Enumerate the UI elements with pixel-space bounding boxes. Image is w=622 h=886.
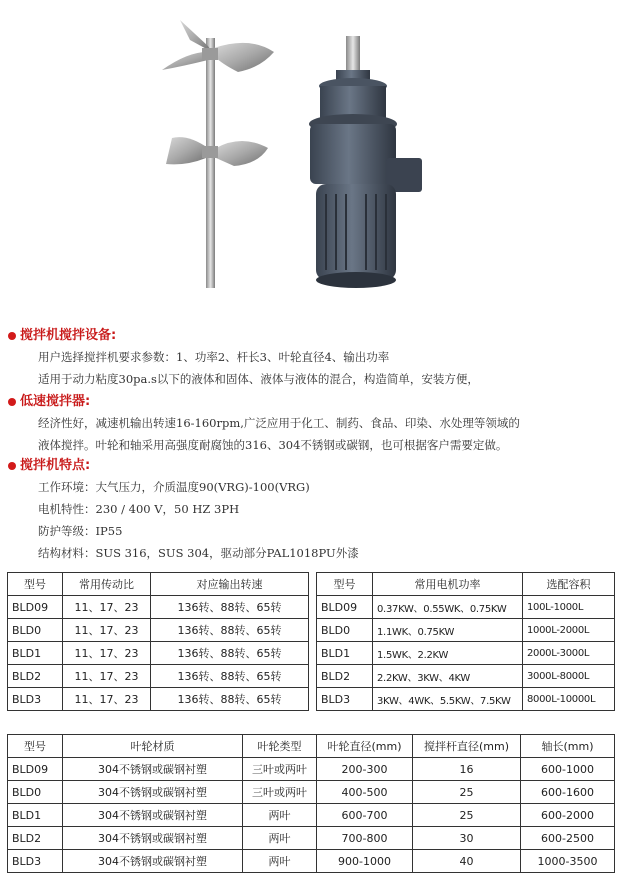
section-title: 搅拌机特点: bbox=[20, 458, 91, 473]
table-cell: 2000L-3000L bbox=[523, 642, 615, 665]
table-cell: 600-700 bbox=[317, 804, 413, 827]
table-cell: 11、17、23 bbox=[63, 688, 151, 711]
table-cell: 16 bbox=[413, 758, 521, 781]
table-cell: BLD3 bbox=[317, 688, 373, 711]
table-cell: 两叶 bbox=[243, 804, 317, 827]
section-line: 结构材料：SUS 316，SUS 304，驱动部分PAL1018PU外漆 bbox=[38, 546, 359, 560]
table-cell: 25 bbox=[413, 781, 521, 804]
table-row bbox=[8, 758, 615, 781]
table-cell: 0.37KW、0.55WK、0.75KW bbox=[373, 596, 523, 619]
table-row bbox=[8, 688, 309, 711]
table-impeller-specs bbox=[7, 734, 615, 873]
table-cell: 136转、88转、65转 bbox=[151, 665, 309, 688]
table-cell: BLD2 bbox=[8, 665, 63, 688]
table-cell: 136转、88转、65转 bbox=[151, 619, 309, 642]
table-cell: 30 bbox=[413, 827, 521, 850]
table-row bbox=[317, 665, 615, 688]
table-header-row bbox=[8, 735, 615, 758]
table-cell: 304不锈钢或碳钢衬塑 bbox=[63, 781, 243, 804]
table-cell: 304不锈钢或碳钢衬塑 bbox=[63, 804, 243, 827]
column-header: 叶轮材质 bbox=[63, 735, 243, 758]
table-cell: 40 bbox=[413, 850, 521, 873]
table-header-row bbox=[8, 573, 309, 596]
table-cell: 3KW、4WK、5.5KW、7.5KW bbox=[373, 688, 523, 711]
table-row bbox=[8, 642, 309, 665]
table-cell: 1.1WK、0.75KW bbox=[373, 619, 523, 642]
section-line: 工作环境：大气压力，介质温度90(VRG)-100(VRG) bbox=[38, 480, 310, 494]
table-row bbox=[317, 619, 615, 642]
section-line: 电机特性：230 / 400 V，50 HZ 3PH bbox=[38, 502, 240, 516]
table-motor-power bbox=[316, 572, 615, 711]
table-cell: BLD2 bbox=[8, 827, 63, 850]
table-cell: BLD09 bbox=[317, 596, 373, 619]
table-cell: 11、17、23 bbox=[63, 619, 151, 642]
table-cell: 400-500 bbox=[317, 781, 413, 804]
table-row bbox=[8, 827, 615, 850]
table-cell: BLD1 bbox=[8, 642, 63, 665]
column-header: 型号 bbox=[8, 735, 63, 758]
section-low-speed bbox=[8, 392, 608, 456]
column-header: 常用电机功率 bbox=[373, 573, 523, 596]
table-cell: 2.2KW、3KW、4KW bbox=[373, 665, 523, 688]
table-cell: 304不锈钢或碳钢衬塑 bbox=[63, 827, 243, 850]
table-cell: 两叶 bbox=[243, 827, 317, 850]
section-line: 用户选择搅拌机要求参数：1、功率2、杆长3、叶轮直径4、输出功率 bbox=[38, 350, 390, 364]
table-cell: 3000L-8000L bbox=[523, 665, 615, 688]
table-cell: BLD09 bbox=[8, 596, 63, 619]
table-row bbox=[8, 665, 309, 688]
table-row bbox=[317, 642, 615, 665]
table-cell: 1000-3500 bbox=[521, 850, 615, 873]
table-cell: BLD0 bbox=[8, 619, 63, 642]
section-line: 经济性好，减速机输出转速16-160rpm,广泛应用于化工、制药、食品、印染、水处理等领域的 bbox=[38, 416, 520, 430]
table-cell: 1000L-2000L bbox=[523, 619, 615, 642]
column-header: 对应输出转速 bbox=[151, 573, 309, 596]
column-header: 叶轮直径(mm) bbox=[317, 735, 413, 758]
table-cell: 11、17、23 bbox=[63, 665, 151, 688]
table-cell: 两叶 bbox=[243, 850, 317, 873]
table-row bbox=[8, 850, 615, 873]
table-cell: 304不锈钢或碳钢衬塑 bbox=[63, 850, 243, 873]
column-header: 轴长(mm) bbox=[521, 735, 615, 758]
table-cell: 700-800 bbox=[317, 827, 413, 850]
table-row bbox=[317, 688, 615, 711]
table-cell: BLD3 bbox=[8, 850, 63, 873]
table-row bbox=[8, 804, 615, 827]
table-cell: BLD09 bbox=[8, 758, 63, 781]
table-cell: 136转、88转、65转 bbox=[151, 642, 309, 665]
table-cell: BLD1 bbox=[8, 804, 63, 827]
column-header: 型号 bbox=[317, 573, 373, 596]
table-cell: 11、17、23 bbox=[63, 596, 151, 619]
table-cell: 三叶或两叶 bbox=[243, 781, 317, 804]
product-image bbox=[150, 8, 450, 308]
table-cell: BLD1 bbox=[317, 642, 373, 665]
section-features bbox=[8, 456, 608, 564]
table-cell: 600-2500 bbox=[521, 827, 615, 850]
table-header-row bbox=[317, 573, 615, 596]
section-title: 搅拌机搅拌设备: bbox=[20, 328, 117, 343]
table-cell: 136转、88转、65转 bbox=[151, 596, 309, 619]
column-header: 叶轮类型 bbox=[243, 735, 317, 758]
table-cell: BLD3 bbox=[8, 688, 63, 711]
table-cell: 600-1000 bbox=[521, 758, 615, 781]
section-title: 低速搅拌器: bbox=[20, 394, 91, 409]
table-cell: 136转、88转、65转 bbox=[151, 688, 309, 711]
bullet-dot-icon bbox=[8, 398, 16, 406]
section-line: 适用于动力粘度30pa.s以下的液体和固体、液体与液体的混合，构造简单，安装方便， bbox=[38, 372, 479, 386]
section-line: 液体搅拌。叶轮和轴采用高强度耐腐蚀的316、304不锈钢或碳钢，也可根据客户需要定做。 bbox=[38, 438, 508, 452]
table-cell: 三叶或两叶 bbox=[243, 758, 317, 781]
bullet-dot-icon bbox=[8, 462, 16, 470]
table-cell: 600-2000 bbox=[521, 804, 615, 827]
table-cell: BLD2 bbox=[317, 665, 373, 688]
column-header: 搅拌杆直径(mm) bbox=[413, 735, 521, 758]
table-cell: 600-1600 bbox=[521, 781, 615, 804]
table-cell: 11、17、23 bbox=[63, 642, 151, 665]
table-cell: 200-300 bbox=[317, 758, 413, 781]
table-row bbox=[8, 596, 309, 619]
column-header: 型号 bbox=[8, 573, 63, 596]
bullet-dot-icon bbox=[8, 332, 16, 340]
table-cell: 100L-1000L bbox=[523, 596, 615, 619]
table-row bbox=[8, 619, 309, 642]
column-header: 选配容积 bbox=[523, 573, 615, 596]
table-cell: BLD0 bbox=[8, 781, 63, 804]
table-cell: 1.5WK、2.2KW bbox=[373, 642, 523, 665]
table-row bbox=[317, 596, 615, 619]
table-row bbox=[8, 781, 615, 804]
table-ratio-speed bbox=[7, 572, 309, 711]
table-cell: 304不锈钢或碳钢衬塑 bbox=[63, 758, 243, 781]
table-cell: 25 bbox=[413, 804, 521, 827]
table-cell: 900-1000 bbox=[317, 850, 413, 873]
section-line: 防护等级：IP55 bbox=[38, 524, 123, 538]
table-cell: BLD0 bbox=[317, 619, 373, 642]
table-cell: 8000L-10000L bbox=[523, 688, 615, 711]
column-header: 常用传动比 bbox=[63, 573, 151, 596]
section-equipment bbox=[8, 326, 608, 390]
